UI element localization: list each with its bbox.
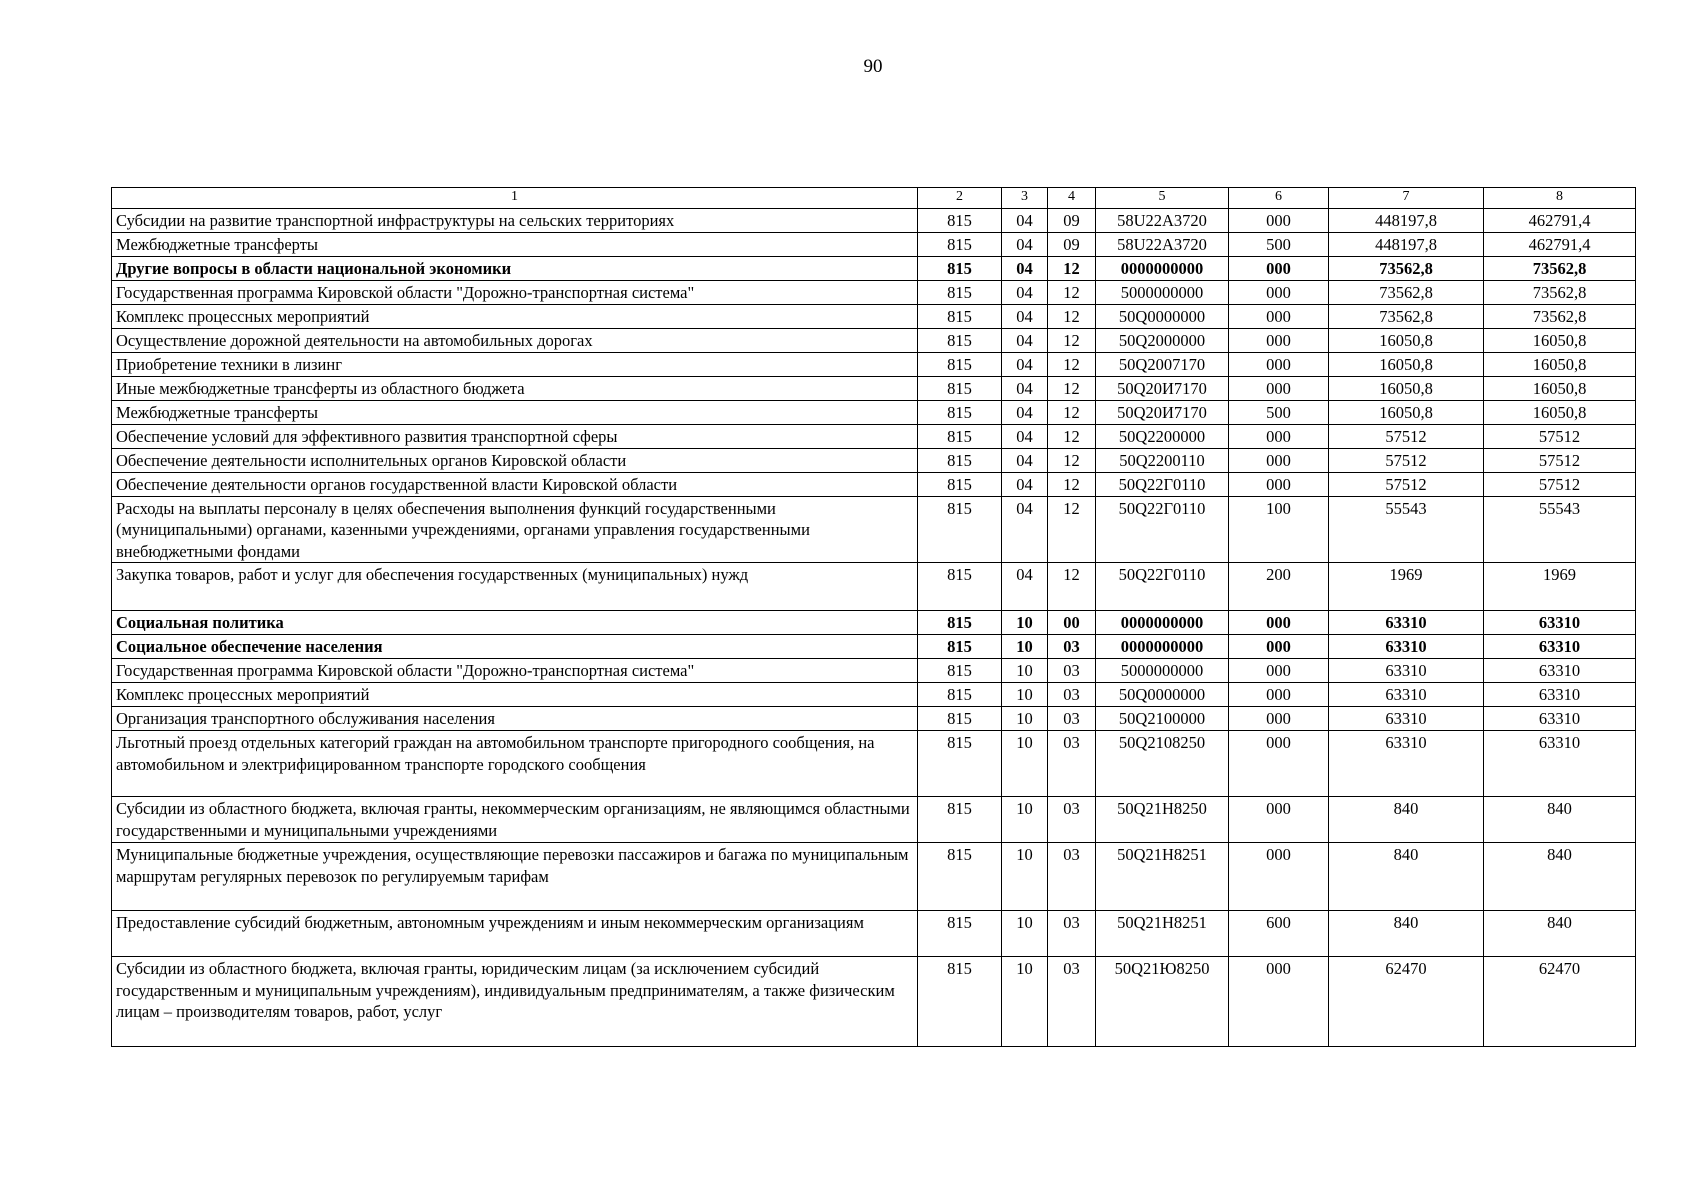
row-sum1-cell: 63310 — [1329, 731, 1484, 797]
row-sum1-cell: 73562,8 — [1329, 281, 1484, 305]
row-cs-cell: 50Q21H8251 — [1096, 843, 1229, 911]
row-gr-cell: 815 — [918, 257, 1002, 281]
row-pr-cell: 00 — [1048, 611, 1096, 635]
table-row — [112, 611, 1636, 635]
row-pr-cell: 03 — [1048, 707, 1096, 731]
row-cs-cell: 50Q20И7170 — [1096, 377, 1229, 401]
row-vr-cell: 000 — [1229, 731, 1329, 797]
table-row — [112, 707, 1636, 731]
row-sum1-cell: 448197,8 — [1329, 233, 1484, 257]
row-sum2-cell: 462791,4 — [1484, 233, 1636, 257]
table-row — [112, 683, 1636, 707]
row-gr-cell: 815 — [918, 473, 1002, 497]
row-pr-cell: 12 — [1048, 449, 1096, 473]
row-sum2-cell: 73562,8 — [1484, 305, 1636, 329]
row-sum1-cell: 63310 — [1329, 611, 1484, 635]
row-name-cell: Межбюджетные трансферты — [112, 233, 918, 257]
column-header: 4 — [1048, 188, 1096, 209]
row-sum1-cell: 57512 — [1329, 425, 1484, 449]
row-sum2-cell: 16050,8 — [1484, 377, 1636, 401]
row-sum2-cell: 63310 — [1484, 659, 1636, 683]
row-sum2-cell: 462791,4 — [1484, 209, 1636, 233]
row-cs-cell: 58U22A3720 — [1096, 233, 1229, 257]
row-sum1-cell: 57512 — [1329, 473, 1484, 497]
row-name-cell: Государственная программа Кировской области "Дорожно-транспортная система" — [112, 659, 918, 683]
column-header: 8 — [1484, 188, 1636, 209]
row-pr-cell: 12 — [1048, 473, 1096, 497]
row-sum1-cell: 16050,8 — [1329, 353, 1484, 377]
table-row — [112, 377, 1636, 401]
row-sum1-cell: 1969 — [1329, 563, 1484, 611]
column-header: 5 — [1096, 188, 1229, 209]
row-name-cell: Муниципальные бюджетные учреждения, осуществляющие перевозки пассажиров и багажа по муниципальным маршрутам регулярных перевозок по регулируемым тарифам — [112, 843, 918, 911]
row-cs-cell: 50Q22Г0110 — [1096, 473, 1229, 497]
table-row — [112, 305, 1636, 329]
row-pr-cell: 03 — [1048, 659, 1096, 683]
row-name-cell: Субсидии из областного бюджета, включая гранты, некоммерческим организациям, не являющимся областными государственными и муниципальными учреждениями — [112, 797, 918, 843]
row-name-cell: Закупка товаров, работ и услуг для обеспечения государственных (муниципальных) нужд — [112, 563, 918, 611]
row-cs-cell: 50Q2000000 — [1096, 329, 1229, 353]
row-pr-cell: 09 — [1048, 233, 1096, 257]
row-sum2-cell: 73562,8 — [1484, 281, 1636, 305]
row-name-cell: Осуществление дорожной деятельности на автомобильных дорогах — [112, 329, 918, 353]
column-header: 3 — [1002, 188, 1048, 209]
row-vr-cell: 000 — [1229, 377, 1329, 401]
column-header: 6 — [1229, 188, 1329, 209]
row-rz-cell: 10 — [1002, 797, 1048, 843]
row-vr-cell: 000 — [1229, 611, 1329, 635]
row-cs-cell: 50Q21H8251 — [1096, 911, 1229, 957]
row-vr-cell: 000 — [1229, 425, 1329, 449]
row-pr-cell: 12 — [1048, 305, 1096, 329]
row-name-cell: Обеспечение условий для эффективного развития транспортной сферы — [112, 425, 918, 449]
row-sum1-cell: 63310 — [1329, 707, 1484, 731]
table-row — [112, 497, 1636, 563]
table-row — [112, 281, 1636, 305]
row-pr-cell: 03 — [1048, 843, 1096, 911]
row-pr-cell: 09 — [1048, 209, 1096, 233]
table-row — [112, 449, 1636, 473]
table-row — [112, 659, 1636, 683]
row-rz-cell: 10 — [1002, 635, 1048, 659]
row-name-cell: Субсидии из областного бюджета, включая гранты, юридическим лицам (за исключением субсидий государственным и муниципальным учреждениям), индивидуальным предпринимателям, а также физическим лицам – производителям товаров, работ, услуг — [112, 957, 918, 1047]
row-pr-cell: 12 — [1048, 257, 1096, 281]
row-name-cell: Комплекс процессных мероприятий — [112, 683, 918, 707]
table-row — [112, 425, 1636, 449]
column-header: 7 — [1329, 188, 1484, 209]
row-sum1-cell: 63310 — [1329, 683, 1484, 707]
table-row — [112, 797, 1636, 843]
row-rz-cell: 04 — [1002, 257, 1048, 281]
row-sum1-cell: 55543 — [1329, 497, 1484, 563]
row-sum2-cell: 63310 — [1484, 731, 1636, 797]
row-rz-cell: 10 — [1002, 911, 1048, 957]
row-pr-cell: 12 — [1048, 281, 1096, 305]
row-cs-cell: 50Q2200110 — [1096, 449, 1229, 473]
row-gr-cell: 815 — [918, 281, 1002, 305]
row-rz-cell: 04 — [1002, 377, 1048, 401]
row-sum1-cell: 16050,8 — [1329, 377, 1484, 401]
row-rz-cell: 10 — [1002, 683, 1048, 707]
row-cs-cell: 0000000000 — [1096, 257, 1229, 281]
row-gr-cell: 815 — [918, 329, 1002, 353]
row-name-cell: Обеспечение деятельности исполнительных органов Кировской области — [112, 449, 918, 473]
row-sum1-cell: 73562,8 — [1329, 305, 1484, 329]
row-gr-cell: 815 — [918, 731, 1002, 797]
budget-table — [111, 187, 1636, 1047]
row-pr-cell: 12 — [1048, 329, 1096, 353]
row-pr-cell: 03 — [1048, 957, 1096, 1047]
row-name-cell: Обеспечение деятельности органов государственной власти Кировской области — [112, 473, 918, 497]
row-sum1-cell: 840 — [1329, 911, 1484, 957]
row-sum2-cell: 1969 — [1484, 563, 1636, 611]
row-rz-cell: 04 — [1002, 473, 1048, 497]
row-cs-cell: 58U22A3720 — [1096, 209, 1229, 233]
row-gr-cell: 815 — [918, 449, 1002, 473]
row-cs-cell: 50Q2007170 — [1096, 353, 1229, 377]
row-gr-cell: 815 — [918, 957, 1002, 1047]
row-rz-cell: 04 — [1002, 563, 1048, 611]
row-gr-cell: 815 — [918, 401, 1002, 425]
row-sum2-cell: 73562,8 — [1484, 257, 1636, 281]
row-vr-cell: 000 — [1229, 683, 1329, 707]
row-vr-cell: 000 — [1229, 281, 1329, 305]
row-vr-cell: 000 — [1229, 659, 1329, 683]
table-row — [112, 911, 1636, 957]
row-sum1-cell: 73562,8 — [1329, 257, 1484, 281]
row-sum2-cell: 63310 — [1484, 611, 1636, 635]
row-vr-cell: 500 — [1229, 401, 1329, 425]
row-vr-cell: 000 — [1229, 473, 1329, 497]
row-name-cell: Предоставление субсидий бюджетным, автономным учреждениям и иным некоммерческим организациям — [112, 911, 918, 957]
table-row — [112, 233, 1636, 257]
row-sum1-cell: 16050,8 — [1329, 329, 1484, 353]
row-pr-cell: 12 — [1048, 497, 1096, 563]
table-row — [112, 843, 1636, 911]
row-rz-cell: 04 — [1002, 401, 1048, 425]
row-vr-cell: 000 — [1229, 329, 1329, 353]
row-name-cell: Приобретение техники в лизинг — [112, 353, 918, 377]
table-row — [112, 957, 1636, 1047]
row-sum1-cell: 16050,8 — [1329, 401, 1484, 425]
row-sum1-cell: 448197,8 — [1329, 209, 1484, 233]
row-sum2-cell: 840 — [1484, 797, 1636, 843]
row-cs-cell: 50Q22Г0110 — [1096, 563, 1229, 611]
row-vr-cell: 000 — [1229, 707, 1329, 731]
table-row — [112, 635, 1636, 659]
row-cs-cell: 0000000000 — [1096, 635, 1229, 659]
row-sum2-cell: 55543 — [1484, 497, 1636, 563]
row-name-cell: Межбюджетные трансферты — [112, 401, 918, 425]
row-sum1-cell: 62470 — [1329, 957, 1484, 1047]
row-rz-cell: 10 — [1002, 843, 1048, 911]
row-vr-cell: 000 — [1229, 843, 1329, 911]
row-cs-cell: 50Q20И7170 — [1096, 401, 1229, 425]
row-sum2-cell: 63310 — [1484, 635, 1636, 659]
row-rz-cell: 04 — [1002, 209, 1048, 233]
row-pr-cell: 03 — [1048, 911, 1096, 957]
row-sum2-cell: 840 — [1484, 911, 1636, 957]
row-name-cell: Организация транспортного обслуживания населения — [112, 707, 918, 731]
row-sum2-cell: 57512 — [1484, 449, 1636, 473]
table-row — [112, 329, 1636, 353]
table-row — [112, 209, 1636, 233]
row-rz-cell: 04 — [1002, 353, 1048, 377]
column-header: 2 — [918, 188, 1002, 209]
table-row — [112, 401, 1636, 425]
row-cs-cell: 5000000000 — [1096, 281, 1229, 305]
table-row — [112, 353, 1636, 377]
table-row — [112, 563, 1636, 611]
column-header: 1 — [112, 188, 918, 209]
row-cs-cell: 50Q0000000 — [1096, 683, 1229, 707]
row-vr-cell: 000 — [1229, 797, 1329, 843]
row-gr-cell: 815 — [918, 611, 1002, 635]
row-name-cell: Льготный проезд отдельных категорий граждан на автомобильном транспорте пригородного сообщения, на автомобильном и электрифицированном транспорте городского сообщения — [112, 731, 918, 797]
row-sum2-cell: 63310 — [1484, 707, 1636, 731]
row-vr-cell: 600 — [1229, 911, 1329, 957]
row-rz-cell: 04 — [1002, 329, 1048, 353]
row-pr-cell: 03 — [1048, 731, 1096, 797]
row-gr-cell: 815 — [918, 425, 1002, 449]
row-cs-cell: 50Q0000000 — [1096, 305, 1229, 329]
row-cs-cell: 5000000000 — [1096, 659, 1229, 683]
row-cs-cell: 50Q21Ю8250 — [1096, 957, 1229, 1047]
row-name-cell: Расходы на выплаты персоналу в целях обеспечения выполнения функций государственными (муниципальными) органами, казенными учреждениями, органами управления государственными внебюджетными фондами — [112, 497, 918, 563]
row-sum2-cell: 57512 — [1484, 425, 1636, 449]
row-sum1-cell: 57512 — [1329, 449, 1484, 473]
row-cs-cell: 50Q2100000 — [1096, 707, 1229, 731]
row-rz-cell: 04 — [1002, 281, 1048, 305]
row-gr-cell: 815 — [918, 797, 1002, 843]
row-gr-cell: 815 — [918, 377, 1002, 401]
row-pr-cell: 03 — [1048, 797, 1096, 843]
row-gr-cell: 815 — [918, 707, 1002, 731]
row-cs-cell: 50Q21H8250 — [1096, 797, 1229, 843]
row-gr-cell: 815 — [918, 305, 1002, 329]
row-rz-cell: 10 — [1002, 611, 1048, 635]
row-pr-cell: 12 — [1048, 425, 1096, 449]
table-header-row — [112, 188, 1636, 209]
row-gr-cell: 815 — [918, 683, 1002, 707]
row-cs-cell: 0000000000 — [1096, 611, 1229, 635]
row-gr-cell: 815 — [918, 563, 1002, 611]
row-pr-cell: 12 — [1048, 563, 1096, 611]
row-sum1-cell: 840 — [1329, 797, 1484, 843]
table-row — [112, 257, 1636, 281]
row-pr-cell: 03 — [1048, 635, 1096, 659]
row-cs-cell: 50Q22Г0110 — [1096, 497, 1229, 563]
row-pr-cell: 03 — [1048, 683, 1096, 707]
row-name-cell: Другие вопросы в области национальной экономики — [112, 257, 918, 281]
table-row — [112, 473, 1636, 497]
row-vr-cell: 000 — [1229, 209, 1329, 233]
row-vr-cell: 100 — [1229, 497, 1329, 563]
row-sum2-cell: 62470 — [1484, 957, 1636, 1047]
row-vr-cell: 200 — [1229, 563, 1329, 611]
row-name-cell: Социальное обеспечение населения — [112, 635, 918, 659]
row-sum2-cell: 16050,8 — [1484, 329, 1636, 353]
row-sum2-cell: 840 — [1484, 843, 1636, 911]
row-sum2-cell: 16050,8 — [1484, 353, 1636, 377]
row-cs-cell: 50Q2108250 — [1096, 731, 1229, 797]
row-vr-cell: 000 — [1229, 449, 1329, 473]
row-name-cell: Комплекс процессных мероприятий — [112, 305, 918, 329]
row-name-cell: Социальная политика — [112, 611, 918, 635]
table-row — [112, 731, 1636, 797]
row-sum2-cell: 16050,8 — [1484, 401, 1636, 425]
row-gr-cell: 815 — [918, 233, 1002, 257]
row-cs-cell: 50Q2200000 — [1096, 425, 1229, 449]
row-vr-cell: 500 — [1229, 233, 1329, 257]
row-vr-cell: 000 — [1229, 635, 1329, 659]
row-pr-cell: 12 — [1048, 401, 1096, 425]
row-sum1-cell: 63310 — [1329, 635, 1484, 659]
row-gr-cell: 815 — [918, 843, 1002, 911]
row-sum2-cell: 63310 — [1484, 683, 1636, 707]
row-pr-cell: 12 — [1048, 353, 1096, 377]
row-rz-cell: 10 — [1002, 707, 1048, 731]
row-rz-cell: 10 — [1002, 731, 1048, 797]
row-gr-cell: 815 — [918, 635, 1002, 659]
row-pr-cell: 12 — [1048, 377, 1096, 401]
row-rz-cell: 10 — [1002, 659, 1048, 683]
row-rz-cell: 04 — [1002, 305, 1048, 329]
page-number: 90 — [863, 56, 883, 77]
row-rz-cell: 10 — [1002, 957, 1048, 1047]
row-sum1-cell: 840 — [1329, 843, 1484, 911]
row-gr-cell: 815 — [918, 911, 1002, 957]
row-name-cell: Иные межбюджетные трансферты из областного бюджета — [112, 377, 918, 401]
row-sum2-cell: 57512 — [1484, 473, 1636, 497]
row-rz-cell: 04 — [1002, 497, 1048, 563]
row-rz-cell: 04 — [1002, 233, 1048, 257]
row-rz-cell: 04 — [1002, 449, 1048, 473]
row-gr-cell: 815 — [918, 497, 1002, 563]
row-vr-cell: 000 — [1229, 353, 1329, 377]
row-vr-cell: 000 — [1229, 257, 1329, 281]
row-gr-cell: 815 — [918, 659, 1002, 683]
row-vr-cell: 000 — [1229, 305, 1329, 329]
row-gr-cell: 815 — [918, 209, 1002, 233]
row-sum1-cell: 63310 — [1329, 659, 1484, 683]
row-vr-cell: 000 — [1229, 957, 1329, 1047]
row-gr-cell: 815 — [918, 353, 1002, 377]
row-name-cell: Государственная программа Кировской области "Дорожно-транспортная система" — [112, 281, 918, 305]
row-name-cell: Субсидии на развитие транспортной инфраструктуры на сельских территориях — [112, 209, 918, 233]
row-rz-cell: 04 — [1002, 425, 1048, 449]
